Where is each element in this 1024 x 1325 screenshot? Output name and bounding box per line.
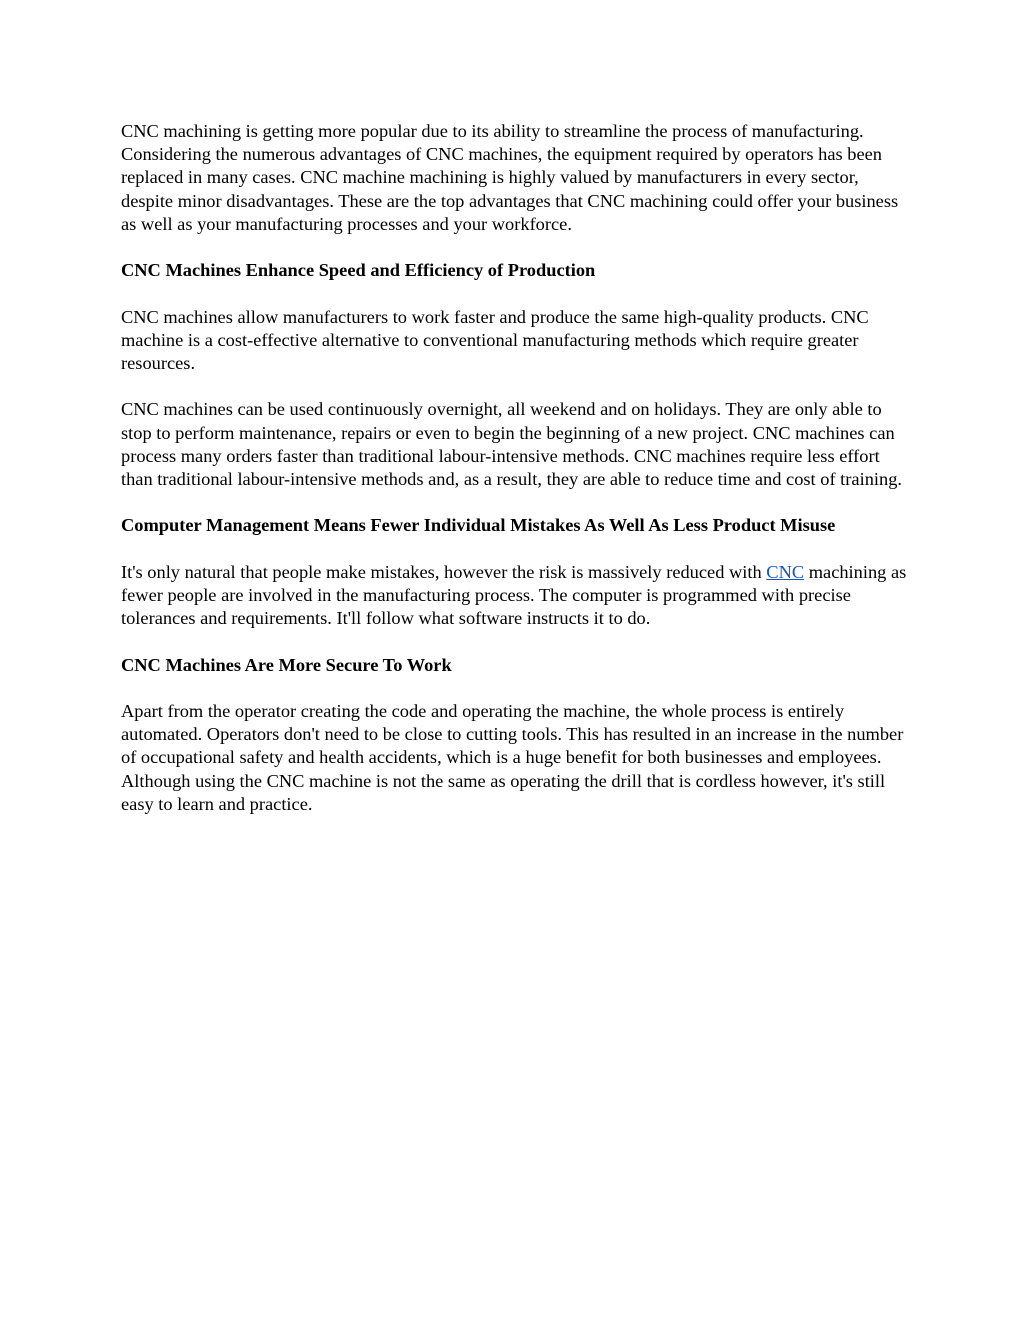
section-heading-speed-efficiency: CNC Machines Enhance Speed and Efficiency of Production [121,260,596,281]
computer-management-text-start: It's only natural that people make mistakes, however the risk is massively reduced with [121,561,767,582]
section-heading-secure-work: CNC Machines Are More Secure To Work [121,654,452,675]
speed-paragraph-2: CNC machines can be used continuously overnight, all weekend and on holidays. They are only able to stop to perform maintenance, repairs or even to begin the beginning of a new project. CNC machines can process many orders faster than traditional labour-intensive methods. CNC machines require less effort than traditional labour-intensive methods and, as a result, they are able to reduce time and cost of training. [121,399,902,489]
computer-management-text-end: machining as fewer people are involved in the manufacturing process. The computer is programmed with precise tolerances and requirements. It'll follow what software instructs it to do. [121,561,907,629]
speed-paragraph-1: CNC machines allow manufacturers to work faster and produce the same high-quality products. CNC machine is a cost-effective alternative to conventional manufacturing methods which require greater resources. [121,306,869,373]
secure-work-paragraph: Apart from the operator creating the code and operating the machine, the whole process is entirely automated. Operators don't need to be close to cutting tools. This has resulted in an increase in the number of occupational safety and health accidents, which is a huge benefit for both businesses and employees. Although using the CNC machine is not the same as operating the drill that is cordless however, it's still easy to learn and practice. [121,700,904,814]
document-page [121,120,911,839]
cnc-link[interactable]: CNC [766,561,805,582]
computer-management-paragraph [121,561,911,631]
intro-paragraph: CNC machining is getting more popular due to its ability to streamline the process of manufacturing. Considering the numerous advantages of CNC machines, the equipment required by operators has been replaced in many cases. CNC machine machining is highly valued by manufacturers in every sector, despite minor disadvantages. These are the top advantages that CNC machining could offer your business as well as your manufacturing processes and your workforce. [121,121,899,234]
section-heading-computer-management: Computer Management Means Fewer Individual Mistakes As Well As Less Product Misuse [121,515,836,536]
